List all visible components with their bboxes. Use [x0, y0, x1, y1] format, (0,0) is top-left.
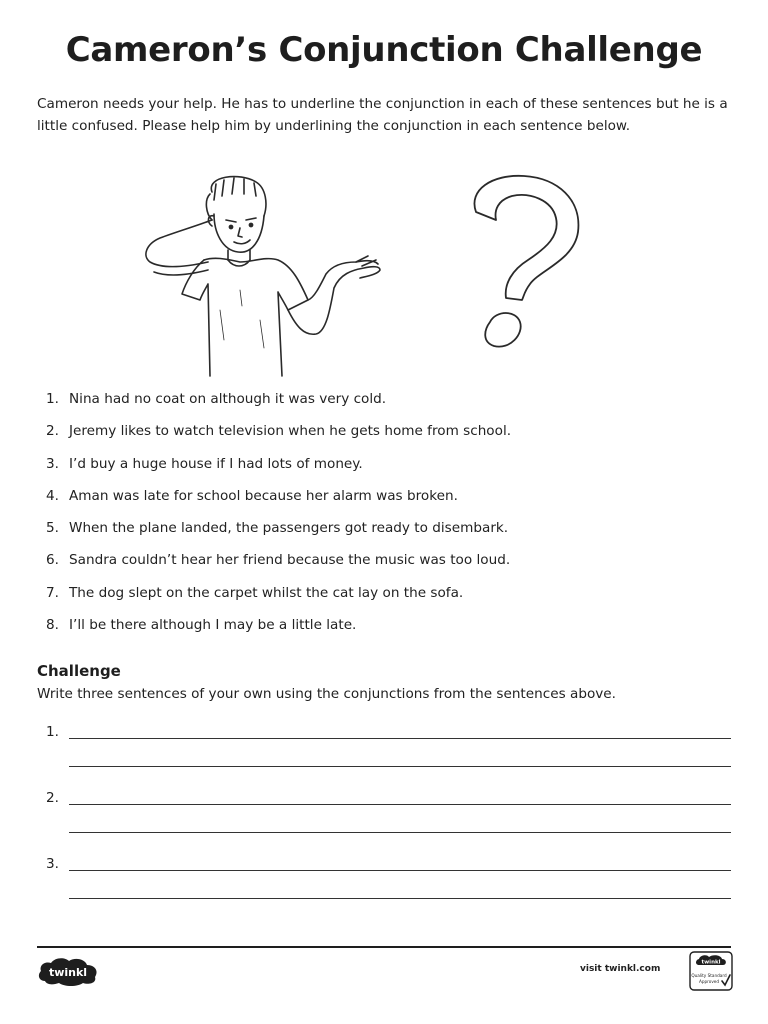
- sentence-item: [37, 485, 737, 517]
- intro-text: Cameron needs your help. He has to underline the conjunction in each of these sentences but he is a little confused. Please help him by underlining the conjunction in each sentence below.: [37, 96, 728, 134]
- sentence-number: 2.: [46, 423, 59, 440]
- sentence-number: 6.: [46, 552, 59, 569]
- sentence-item: [37, 388, 737, 420]
- sentence-number: 3.: [46, 455, 59, 472]
- boy-shrugging-illustration: [146, 177, 380, 376]
- illustration: [120, 170, 600, 380]
- sentence-item: [37, 453, 737, 485]
- sentence-text[interactable]: Nina had no coat on although it was very cold.: [69, 391, 387, 407]
- badge-text-1: Quality Standard: [691, 973, 727, 978]
- sentence-number: 7.: [46, 584, 59, 601]
- answer-line[interactable]: [69, 832, 731, 833]
- answer-line[interactable]: [69, 804, 731, 805]
- sentence-text[interactable]: Sandra couldn’t hear her friend because the music was too loud.: [69, 552, 511, 569]
- page-title: Cameron’s Conjunction Challenge: [65, 30, 703, 70]
- sentence-number: 8.: [46, 617, 59, 634]
- sentence-text[interactable]: Aman was late for school because her alarm was broken.: [69, 487, 458, 504]
- sentence-item: [37, 549, 737, 581]
- visit-link[interactable]: visit twinkl.com: [580, 964, 661, 974]
- answer-item: [37, 724, 731, 790]
- challenge-instructions: Write three sentences of your own using the conjunctions from the sentences above.: [37, 686, 616, 702]
- sentence-text[interactable]: The dog slept on the carpet whilst the cat lay on the sofa.: [69, 584, 464, 601]
- badge-text-2: Approved: [698, 979, 720, 984]
- sentence-item: [37, 582, 737, 614]
- footer-divider: [37, 946, 731, 948]
- sentence-text[interactable]: Jeremy likes to watch television when he gets home from school.: [69, 423, 512, 440]
- sentence-number: 1.: [46, 391, 59, 407]
- challenge-heading: Challenge: [37, 662, 121, 680]
- sentence-item: [37, 614, 737, 646]
- sentence-number: 5.: [46, 520, 59, 537]
- answer-number: 1.: [46, 724, 59, 740]
- sentence-item: [37, 517, 737, 549]
- answer-item: [37, 790, 731, 856]
- answer-line[interactable]: [69, 898, 731, 899]
- sentence-text[interactable]: When the plane landed, the passengers got ready to disembark.: [69, 520, 509, 537]
- answer-number: 2.: [46, 790, 59, 806]
- answer-item: [37, 856, 731, 922]
- badge-brand: twinkl: [701, 959, 721, 966]
- twinkl-logo: [37, 955, 99, 987]
- answer-line[interactable]: [69, 766, 731, 767]
- answer-line[interactable]: [69, 870, 731, 871]
- sentence-text[interactable]: I’d buy a huge house if I had lots of money.: [69, 455, 363, 472]
- sentence-text[interactable]: I’ll be there although I may be a little late.: [69, 617, 357, 634]
- answer-number: 3.: [46, 856, 59, 872]
- question-mark-icon: [474, 176, 578, 347]
- answer-line[interactable]: [69, 738, 731, 739]
- sentence-list: [37, 388, 737, 646]
- answer-area: [37, 724, 731, 922]
- quality-badge: [689, 951, 733, 991]
- sentence-number: 4.: [46, 487, 59, 504]
- logo-text: twinkl: [48, 966, 88, 979]
- sentence-item: [37, 420, 737, 452]
